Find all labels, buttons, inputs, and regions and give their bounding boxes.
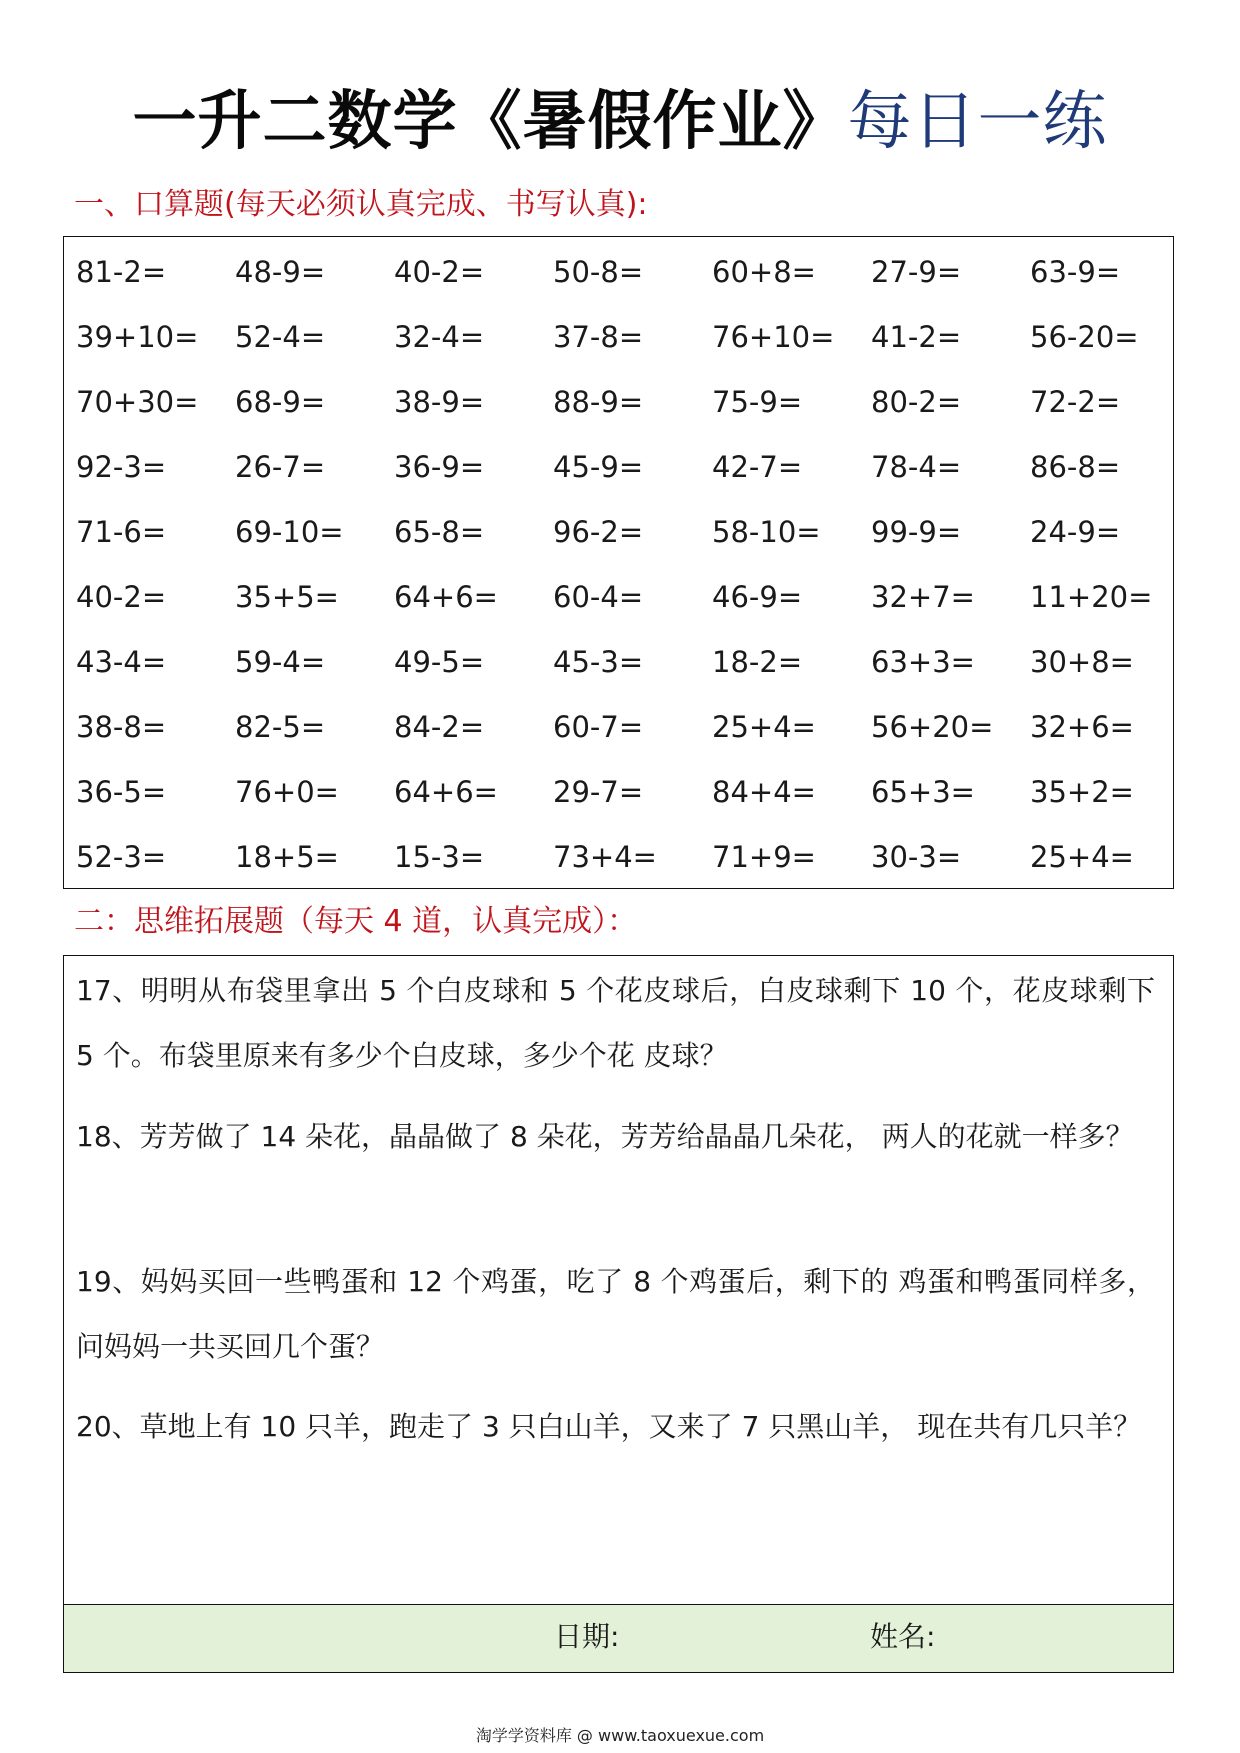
calc-problem: 27-9= (871, 255, 962, 289)
calc-problem: 24-9= (1030, 515, 1121, 549)
calc-problem: 82-5= (235, 710, 326, 744)
calc-problem: 56-20= (1030, 320, 1139, 354)
calc-problem: 40-2= (394, 255, 485, 289)
calc-problem: 71-6= (76, 515, 167, 549)
calc-problem: 92-3= (76, 450, 167, 484)
calc-problem: 45-3= (553, 645, 644, 679)
calc-problem: 52-3= (76, 840, 167, 874)
word-problem-17: 17、明明从布袋里拿出 5 个白皮球和 5 个花皮球后，白皮球剩下 10 个，花皮球剩下 5 个。布袋里原来有多少个白皮球，多少个花 皮球？ (76, 974, 1155, 1072)
calc-problem: 68-9= (235, 385, 326, 419)
calc-problem: 60-4= (553, 580, 644, 614)
calc-problem: 78-4= (871, 450, 962, 484)
page-title (0, 82, 1240, 162)
calc-problem: 29-7= (553, 775, 644, 809)
calc-problem: 18+5= (235, 840, 339, 874)
calc-problem: 25+4= (1030, 840, 1134, 874)
calc-problem: 59-4= (235, 645, 326, 679)
mental-math-grid (76, 251, 1173, 901)
calc-problem: 72-2= (1030, 385, 1121, 419)
calc-problem: 99-9= (871, 515, 962, 549)
calc-problem: 96-2= (553, 515, 644, 549)
date-label: 日期: (554, 1620, 620, 1653)
calc-problem: 81-2= (76, 255, 167, 289)
calc-problem: 35+2= (1030, 775, 1134, 809)
calc-problem: 25+4= (712, 710, 816, 744)
word-problem-18: 18、芳芳做了 14 朵花，晶晶做了 8 朵花，芳芳给晶晶几朵花， 两人的花就一样多？ (76, 1120, 1134, 1153)
calc-problem: 63-9= (1030, 255, 1121, 289)
calc-problem: 15-3= (394, 840, 485, 874)
calc-problem: 42-7= (712, 450, 803, 484)
calc-problem: 38-9= (394, 385, 485, 419)
calc-problem: 69-10= (235, 515, 344, 549)
calc-problem: 84-2= (394, 710, 485, 744)
calc-problem: 65-8= (394, 515, 485, 549)
calc-problem: 65+3= (871, 775, 975, 809)
calc-problem: 76+0= (235, 775, 339, 809)
section-heading-mental-math: 一、口算题(每天必须认真完成、书写认真): (74, 187, 648, 222)
section-heading-word-problems: 二：思维拓展题（每天 4 道，认真完成）： (74, 904, 638, 939)
title-highlight: 每日一练 (847, 85, 1108, 159)
calc-problem: 45-9= (553, 450, 644, 484)
watermark: 淘学学资料库 @ www.taoxuexue.com (475, 1726, 765, 1745)
calc-problem: 50-8= (553, 255, 644, 289)
calc-problem: 60-7= (553, 710, 644, 744)
calc-problem: 71+9= (712, 840, 816, 874)
calc-problem: 11+20= (1030, 580, 1153, 614)
calc-problem: 30+8= (1030, 645, 1134, 679)
calc-problem: 84+4= (712, 775, 816, 809)
calc-problem: 40-2= (76, 580, 167, 614)
calc-problem: 76+10= (712, 320, 835, 354)
word-problem-20: 20、草地上有 10 只羊，跑走了 3 只白山羊，又来了 7 只黑山羊， 现在共有几只羊？ (76, 1410, 1142, 1443)
name-label: 姓名: (870, 1620, 936, 1653)
calc-problem: 30-3= (871, 840, 962, 874)
word-problem-19: 19、妈妈买回一些鸭蛋和 12 个鸡蛋，吃了 8 个鸡蛋后，剩下的 鸡蛋和鸭蛋同样多，问妈妈一共买回几个蛋？ (76, 1265, 1155, 1363)
title-main: 一升二数学《暑假作业》 (132, 85, 848, 159)
calc-problem: 43-4= (76, 645, 167, 679)
calc-problem: 75-9= (712, 385, 803, 419)
calc-problem: 86-8= (1030, 450, 1121, 484)
calc-problem: 80-2= (871, 385, 962, 419)
calc-problem: 32+7= (871, 580, 975, 614)
calc-problem: 58-10= (712, 515, 821, 549)
calc-problem: 32+6= (1030, 710, 1134, 744)
calc-problem: 41-2= (871, 320, 962, 354)
calc-problem: 70+30= (76, 385, 199, 419)
calc-problem: 49-5= (394, 645, 485, 679)
calc-problem: 36-5= (76, 775, 167, 809)
calc-problem: 46-9= (712, 580, 803, 614)
word-problems-box (63, 955, 1174, 1673)
calc-problem: 64+6= (394, 580, 498, 614)
calc-problem: 32-4= (394, 320, 485, 354)
calc-problem: 26-7= (235, 450, 326, 484)
calc-problem: 64+6= (394, 775, 498, 809)
calc-problem: 63+3= (871, 645, 975, 679)
calc-problem: 88-9= (553, 385, 644, 419)
calc-problem: 36-9= (394, 450, 485, 484)
calc-problem: 18-2= (712, 645, 803, 679)
signature-band (64, 1604, 1173, 1672)
mental-math-box (63, 236, 1174, 889)
calc-problem: 73+4= (553, 840, 657, 874)
calc-problem: 37-8= (553, 320, 644, 354)
calc-problem: 38-8= (76, 710, 167, 744)
calc-problem: 48-9= (235, 255, 326, 289)
calc-problem: 52-4= (235, 320, 326, 354)
calc-problem: 56+20= (871, 710, 994, 744)
calc-problem: 60+8= (712, 255, 816, 289)
calc-problem: 39+10= (76, 320, 199, 354)
calc-problem: 35+5= (235, 580, 339, 614)
